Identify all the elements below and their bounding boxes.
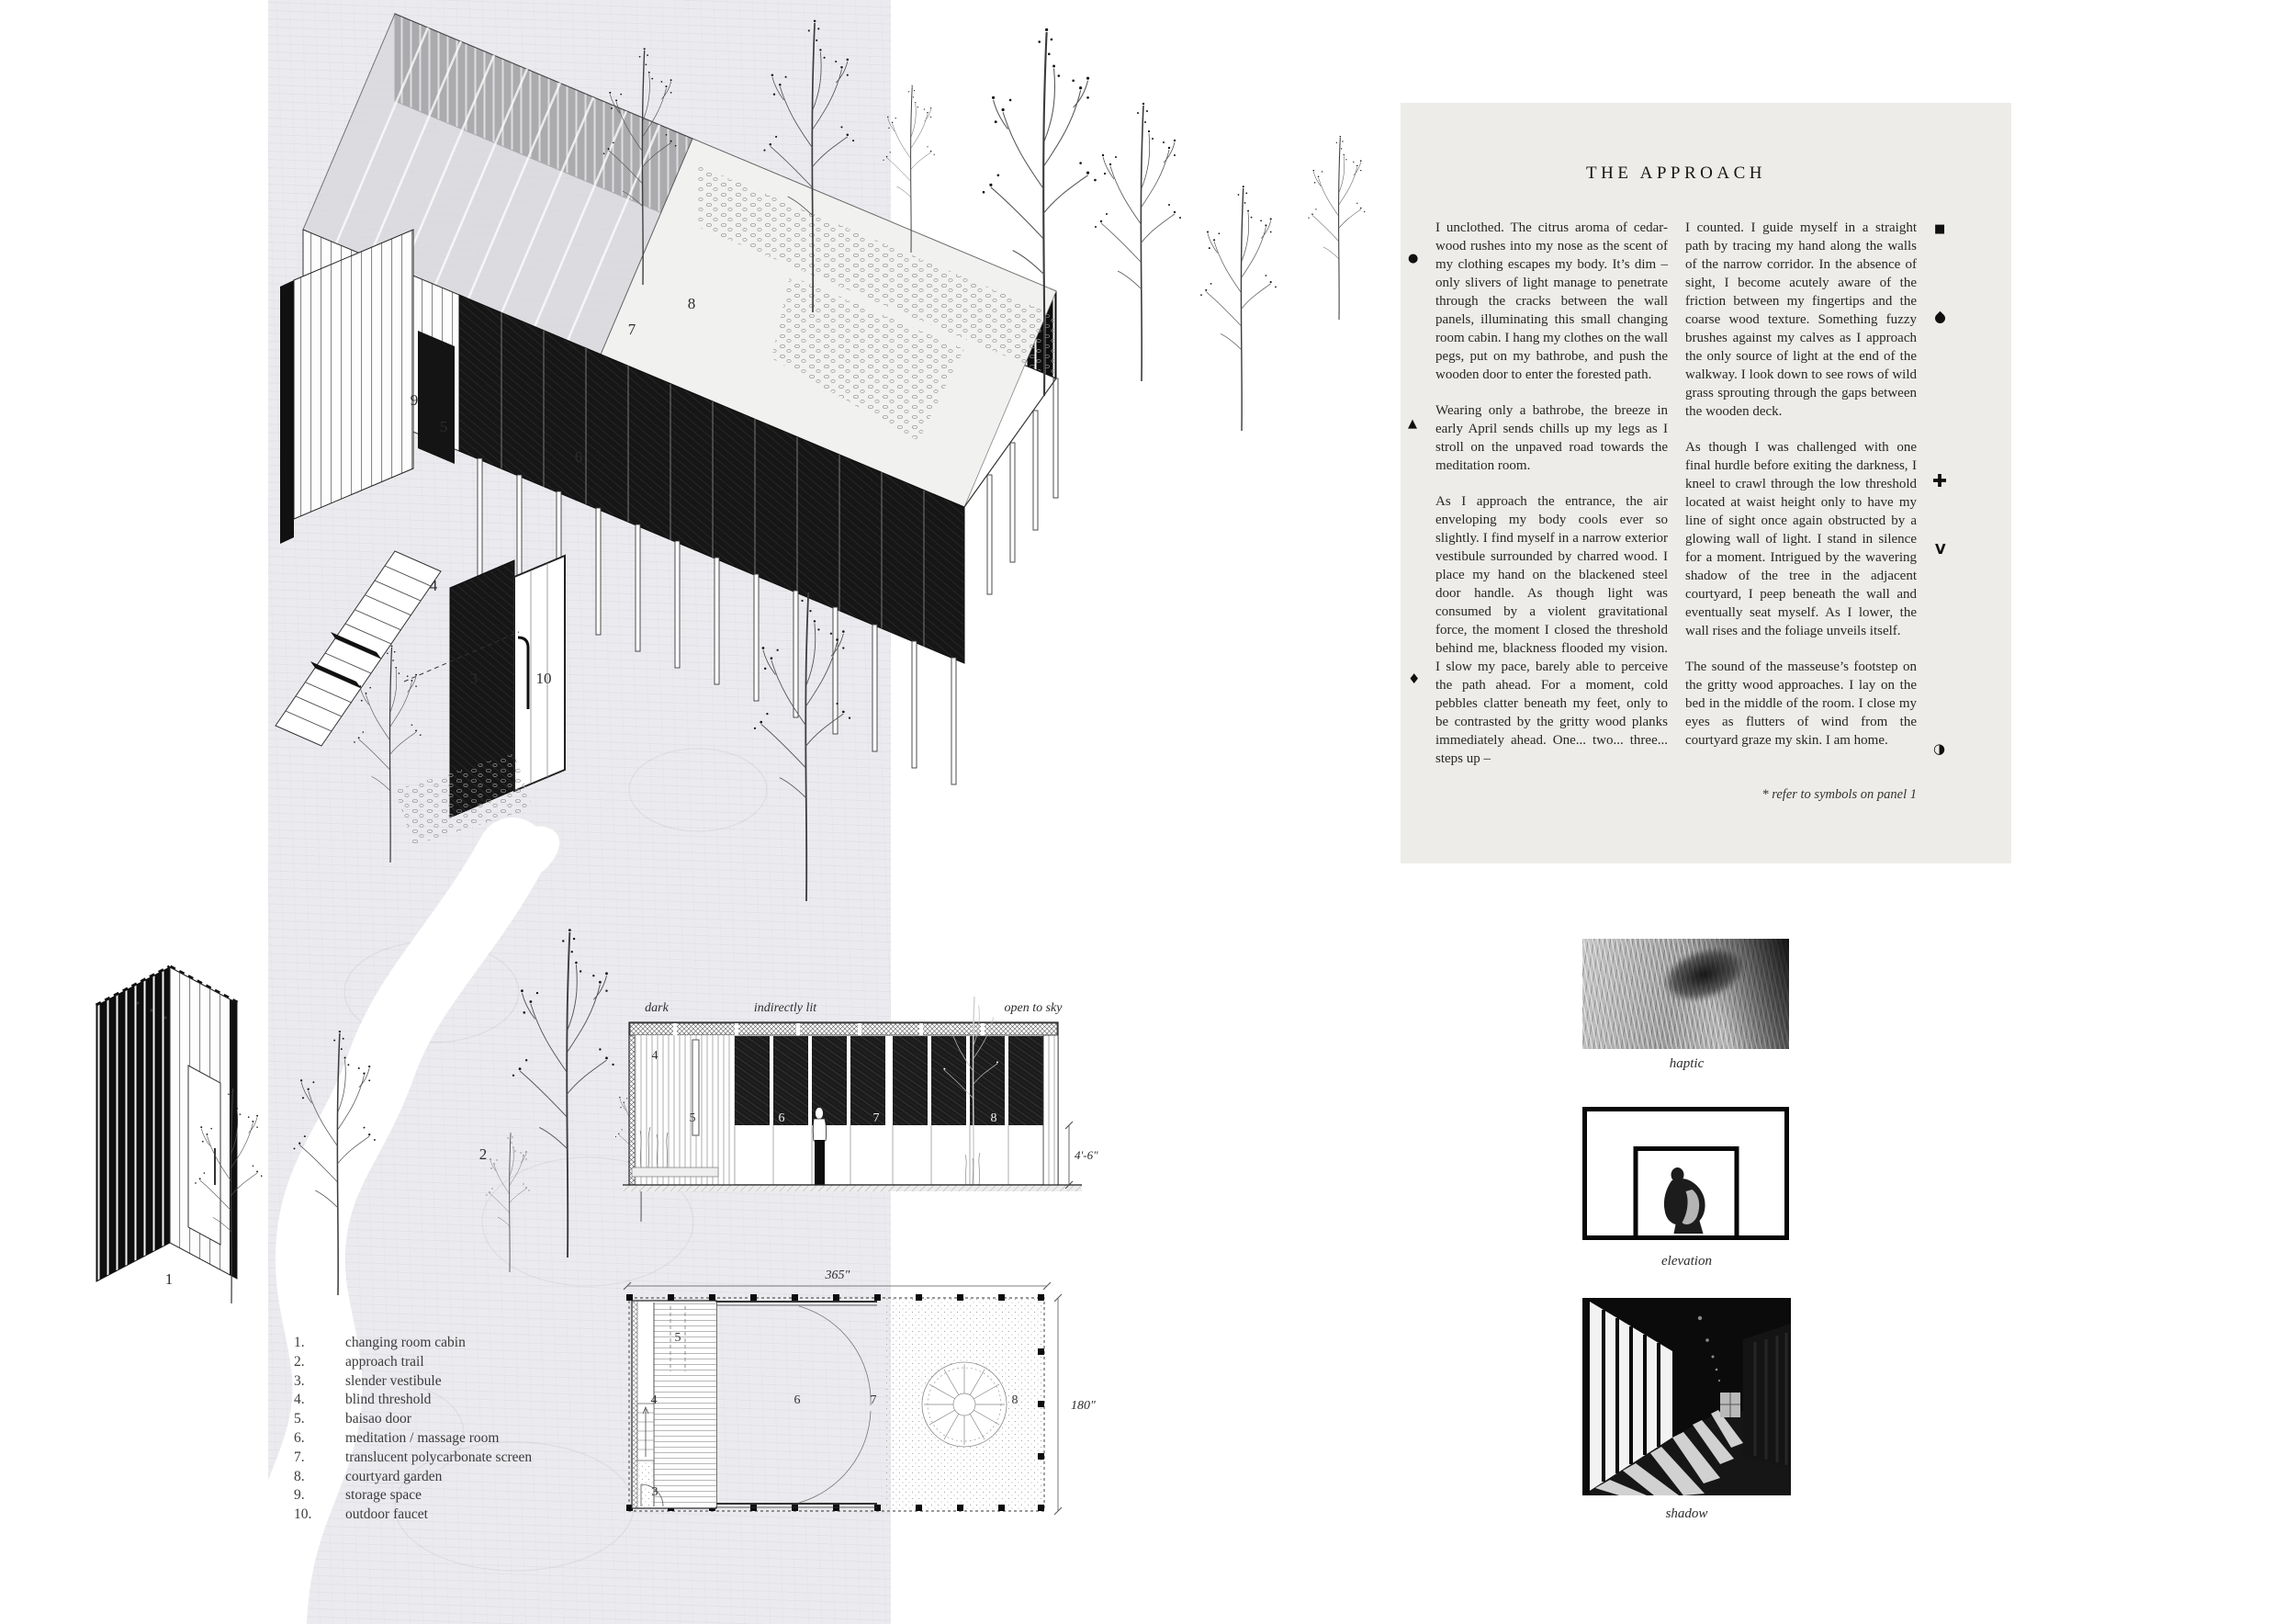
axon-label-2: 2 [478, 1145, 488, 1163]
plan-label-8: 8 [1011, 1393, 1019, 1407]
legend-label: slender vestibule [345, 1372, 442, 1389]
legend-item [294, 1334, 532, 1353]
haptic-photo [1582, 939, 1789, 1049]
plan-tree [922, 1362, 1007, 1447]
axon-label-8: 8 [687, 295, 696, 312]
axon-label-9: 9 [410, 391, 419, 409]
legend-item [294, 1410, 532, 1429]
plan-dimension-height [1054, 1294, 1096, 1515]
nar-column-left [1435, 219, 1668, 785]
plan-label-3: 3 [651, 1485, 658, 1499]
axon-label-6: 6 [574, 448, 583, 466]
legend-item [294, 1486, 532, 1506]
paragraph: The sound of the masseuse’s footstep on the gritty wood approaches. I lay on the bed in the middle of the room. I close my eyes as flutters of wind from the courtyard graze my skin. I am home. [1685, 660, 1917, 748]
section-drawing [615, 997, 1111, 1210]
human-figure [813, 1108, 826, 1186]
legend-label: changing room cabin [345, 1335, 466, 1350]
plan-label-5: 5 [674, 1331, 681, 1345]
section-label-6: 6 [778, 1111, 785, 1125]
triangle-symbol-icon: ▲ [1408, 417, 1417, 431]
page-title: THE APPROACH [1586, 164, 1766, 183]
legend-item [294, 1468, 532, 1487]
legend-item [294, 1429, 532, 1449]
paragraph: As though I was challenged with one final hurdle before exiting the darkness, I kneel to crawl through the low threshold located at waist height only to have my line of sight once again obstructed by a glowing wall of light. I stand in silence for a moment. Intrigued by the wavering shadow of the tree in the adjacent courtyard, I peep beneath the wall and eventually seat myself. As I lower, the wall rises and the foliage unveils itself. [1685, 440, 1917, 638]
legend-item [294, 1372, 532, 1392]
legend-item [294, 1506, 532, 1525]
half-circle-symbol-icon: ◑ [1933, 740, 1946, 757]
section-label-8: 8 [990, 1111, 997, 1125]
changing-room-cabin-axon [96, 967, 237, 1288]
footnote: * refer to symbols on panel 1 [1761, 787, 1917, 802]
legend-num: 4. [294, 1392, 305, 1408]
plan-label-4: 4 [650, 1393, 658, 1407]
shadow-photo [1582, 1298, 1791, 1495]
legend-num: 8. [294, 1468, 305, 1484]
legend-label: translucent polycarbonate screen [345, 1449, 533, 1465]
plan-label-7: 7 [870, 1393, 877, 1407]
diamond-symbol-icon: ♦ [1408, 671, 1421, 687]
plan-door-arcs [799, 1306, 871, 1503]
figure-caption: elevation [1661, 1254, 1712, 1269]
legend-label: blind threshold [345, 1392, 432, 1408]
legend-label: meditation / massage room [345, 1429, 500, 1446]
section-caption-dark: dark [645, 1001, 669, 1015]
section-label-4: 4 [651, 1049, 658, 1063]
legend-num: 10. [294, 1506, 312, 1523]
hand-in-grass [1642, 939, 1765, 1022]
legend-num: 7. [294, 1449, 305, 1465]
axon-label-1: 1 [164, 1270, 174, 1288]
legend-label: courtyard garden [345, 1468, 443, 1484]
nar-column-right [1685, 219, 1917, 767]
plan-label-6: 6 [793, 1393, 801, 1407]
paragraph: Wearing only a bathrobe, the breeze in early April sends chills up my legs as I stroll on the unpaved road towards the meditation room. [1435, 403, 1668, 473]
legend-item [294, 1391, 532, 1410]
axon-label-7: 7 [627, 321, 636, 338]
square-symbol-icon: ■ [1934, 222, 1946, 236]
legend [294, 1334, 532, 1525]
paragraph: I unclothed. The citrus aroma of cedar-wood rushes into my nose as the scent of my clothing escapes my body. It’s dim – only slivers of light manage to penetrate through the cracks between the wall panels, illuminating this small changing room cabin. I hang my clothes on the wall pegs, put on my bathrobe, and push the wooden door to enter the forested path. [1435, 220, 1668, 382]
chevron-v-symbol-icon: V [1935, 541, 1946, 558]
plan-dim-height: 180" [1071, 1399, 1096, 1413]
paragraph: As I approach the entrance, the air enveloping my body cools ever so slightly. I find myself in a narrow exterior vestibule surrounded by charred wood. I place my hand on the blackened steel door handle. As though light was consumed by a violent gravitational force, the moment I closed the threshold behind me, blackness flooded my vision. I slow my pace, barely able to perceive the path ahead. For a moment, cold pebbles clatter beneath my feet, only to be contrasted by the gritty wood planks immediately ahead. One... two... three... steps up – [1435, 494, 1668, 766]
legend-item [294, 1449, 532, 1468]
floor-plan [615, 1266, 1116, 1573]
legend-num: 6. [294, 1429, 305, 1446]
legend-item [294, 1353, 532, 1372]
narrative-panel [1401, 103, 2011, 863]
threshold-opening [1633, 1146, 1739, 1235]
legend-num: 9. [294, 1487, 305, 1504]
elevation-diagram [1582, 1107, 1789, 1240]
kneeling-figure [1654, 1164, 1718, 1235]
circle-symbol-icon: ● [1408, 252, 1419, 265]
legend-label: storage space [345, 1487, 422, 1504]
storage-block [280, 230, 413, 544]
legend-label: outdoor faucet [345, 1506, 428, 1523]
legend-label: baisao door [345, 1411, 411, 1427]
axon-label-3: 3 [469, 670, 478, 687]
section-dimension [1065, 1122, 1098, 1189]
paragraph: I counted. I guide myself in a straight path by tracing my hand along the walls of the narrow corridor. In the absence of sight, I become acutely aware of the friction between my fingertips and the coarse wood texture. Something fuzzy brushes against my calves as I approach the only source of light at the end of the walkway. I look down to see rows of wild grass sprouting through the gaps between the wooden deck. [1685, 220, 1917, 419]
legend-num: 2. [294, 1353, 305, 1370]
axon-label-5: 5 [439, 418, 448, 435]
axon-label-10: 10 [535, 670, 552, 687]
legend-label: approach trail [345, 1353, 424, 1370]
section-dim-label: 4'-6" [1075, 1148, 1098, 1162]
legend-num: 1. [294, 1335, 305, 1350]
legend-num: 3. [294, 1372, 305, 1389]
stairs [276, 551, 441, 746]
droplet-symbol-icon [1933, 311, 1948, 326]
meditation-pavilion-axon [276, 14, 1365, 901]
legend-num: 5. [294, 1411, 305, 1427]
section-label-5: 5 [689, 1111, 696, 1125]
section-caption-indirectly-lit: indirectly lit [753, 1001, 817, 1015]
figure-caption: haptic [1669, 1056, 1705, 1071]
plan-dim-width: 365" [825, 1269, 850, 1282]
figure-caption: shadow [1665, 1506, 1708, 1521]
section-label-7: 7 [872, 1111, 880, 1125]
axon-label-4: 4 [429, 577, 438, 594]
section-caption-open-to-sky: open to sky [1004, 1001, 1063, 1015]
baisao-door [418, 331, 455, 464]
